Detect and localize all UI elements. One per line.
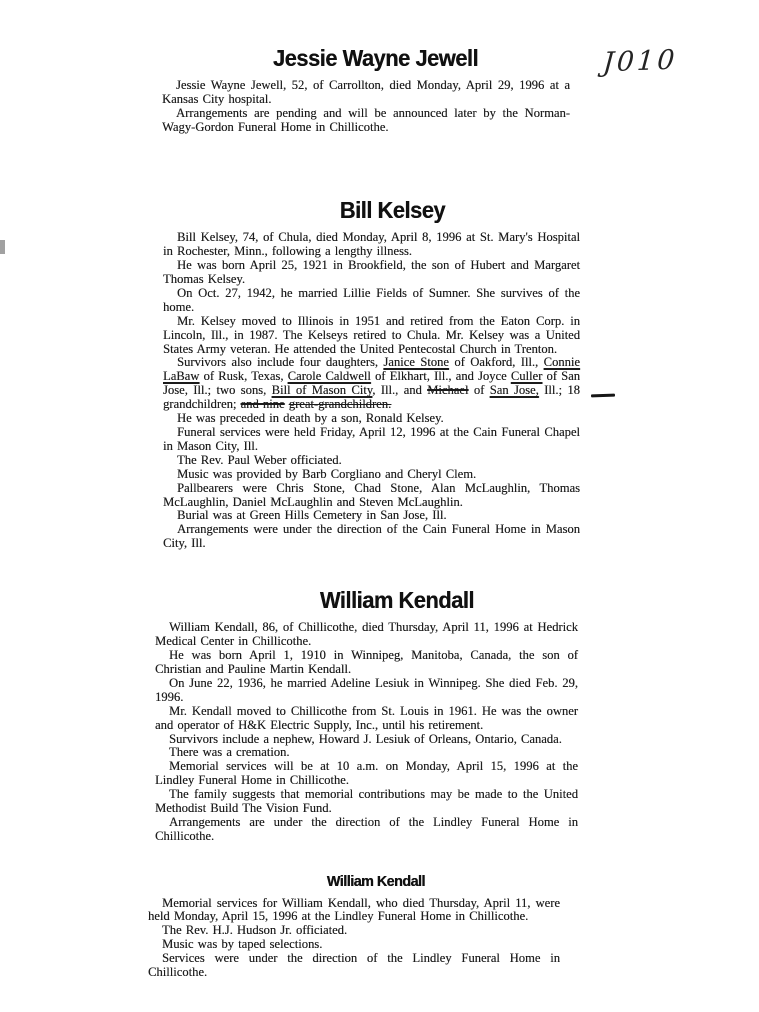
text-segment: Survivors include a nephew, Howard J. Lesiuk of Orleans, Ontario, Canada. bbox=[169, 731, 562, 746]
pen-underline-mark: Bill of Mason City bbox=[271, 383, 373, 398]
text-segment: Memorial services for William Kendall, who died Thursday, April 11, were held Monday, April 15, 1996 at the Lindley Funeral Home in Chillicothe. bbox=[148, 895, 560, 924]
text-segment: Mr. Kelsey moved to Illinois in 1951 and retired from the Eaton Corp. in Lincoln, Ill., in 1987. The Kelseys retired to Chula. Mr. Kelsey was a United States Army veteran. He attended the United Pentecostal Church in Trenton. bbox=[163, 313, 580, 356]
paragraph bbox=[162, 79, 570, 107]
paragraph bbox=[163, 356, 580, 412]
text-segment: , Ill., and bbox=[372, 383, 428, 398]
paragraph bbox=[155, 705, 578, 733]
text-segment: He was born April 25, 1921 in Brookfield, the son of Hubert and Margaret Thomas Kelsey. bbox=[163, 258, 580, 287]
obituary-body bbox=[162, 79, 570, 135]
obituary-section-bill-kelsey bbox=[163, 198, 580, 551]
text-segment: Bill Kelsey, 74, of Chula, died Monday, April 8, 1996 at St. Mary's Hospital in Rochester, Minn., following a lengthy illness. bbox=[163, 230, 580, 259]
paragraph bbox=[155, 760, 578, 788]
text-segment: Arrangements were under the direction of the Cain Funeral Home in Mason City, Ill. bbox=[163, 522, 580, 551]
paragraph bbox=[155, 733, 578, 747]
text-segment: of Oakford, Ill., bbox=[448, 355, 544, 370]
obituary-title: William Kendall bbox=[319, 587, 474, 613]
obituary-section-jessie-wayne-jewell bbox=[162, 46, 570, 135]
text-segment: Music was by taped selections. bbox=[162, 937, 323, 952]
pen-strike-mark: and nine bbox=[240, 397, 285, 412]
pen-underline-mark: Connie LaBaw bbox=[163, 355, 580, 384]
pen-underline-mark: Culler bbox=[510, 369, 543, 384]
paragraph bbox=[155, 816, 578, 844]
pen-underline-mark: San Jose, bbox=[489, 383, 539, 398]
scan-edge-artifact bbox=[0, 240, 5, 254]
obituary-title: Bill Kelsey bbox=[339, 197, 446, 223]
paragraph bbox=[148, 938, 560, 952]
text-segment: Jessie Wayne Jewell, 52, of Carrollton, died Monday, April 29, 1996 at a Kansas City hospital. bbox=[162, 78, 570, 107]
text-segment: Burial was at Green Hills Cemetery in San Jose, Ill. bbox=[177, 508, 447, 523]
pen-underline-mark: Janice Stone bbox=[383, 355, 449, 370]
paragraph bbox=[148, 952, 560, 980]
paragraph bbox=[148, 924, 560, 938]
obituary-body bbox=[155, 621, 578, 844]
paragraph bbox=[163, 315, 580, 357]
text-segment: of Elkhart, Ill., and Joyce bbox=[370, 369, 511, 384]
paragraph bbox=[162, 107, 570, 135]
paragraph bbox=[163, 426, 580, 454]
text-segment: On Oct. 27, 1942, he married Lillie Fields of Sumner. She survives of the home. bbox=[163, 285, 580, 314]
pen-dash-mark bbox=[591, 394, 615, 397]
text-segment: The Rev. Paul Weber officiated. bbox=[177, 452, 342, 467]
paragraph bbox=[163, 523, 580, 551]
text-segment: There was a cremation. bbox=[169, 745, 290, 760]
paragraph bbox=[163, 468, 580, 482]
text-segment: He was born April 1, 1910 in Winnipeg, Manitoba, Canada, the son of Christian and Pauline Martin Kendall. bbox=[155, 648, 578, 677]
paragraph bbox=[155, 649, 578, 677]
text-segment: The Rev. H.J. Hudson Jr. officiated. bbox=[162, 923, 348, 938]
paragraph bbox=[163, 454, 580, 468]
obituary-body bbox=[163, 231, 580, 551]
paragraph bbox=[155, 677, 578, 705]
text-segment: of San Jose, Ill.; two sons, bbox=[163, 369, 581, 398]
paragraph bbox=[163, 259, 580, 287]
obituary-section-william-kendall-memorial bbox=[148, 874, 560, 980]
text-segment: Music was provided by Barb Corgliano and Cheryl Clem. bbox=[177, 466, 477, 481]
text-segment: William Kendall, 86, of Chillicothe, died Thursday, April 11, 1996 at Hedrick Medical Center in Chillicothe. bbox=[155, 620, 578, 649]
obituary-section-william-kendall bbox=[155, 588, 578, 844]
paragraph bbox=[163, 482, 580, 510]
text-segment: of Rusk, Texas, bbox=[199, 369, 288, 384]
paragraph bbox=[155, 746, 578, 760]
text-segment: Survivors also include four daughters, bbox=[177, 355, 384, 370]
obituary-title: William Kendall bbox=[326, 873, 425, 890]
pen-strike-light-mark: great-grandchildren. bbox=[288, 397, 392, 412]
text-segment: Ill.; 18 grandchildren; bbox=[163, 383, 580, 412]
paragraph bbox=[148, 897, 560, 925]
paragraph bbox=[163, 509, 580, 523]
text-segment: He was preceded in death by a son, Ronald Kelsey. bbox=[177, 411, 444, 426]
paragraph bbox=[155, 621, 578, 649]
paragraph bbox=[163, 412, 580, 426]
paragraph bbox=[163, 231, 580, 259]
text-segment: Arrangements are under the direction of the Lindley Funeral Home in Chillicothe. bbox=[155, 814, 578, 843]
text-segment: Memorial services will be at 10 a.m. on Monday, April 15, 1996 at the Lindley Funeral Home in Chillicothe. bbox=[155, 759, 578, 788]
paragraph bbox=[163, 287, 580, 315]
paragraph bbox=[155, 788, 578, 816]
pen-underline-mark: Carole Caldwell bbox=[287, 369, 371, 384]
text-segment: of bbox=[468, 383, 490, 398]
handwritten-annotation: J010 bbox=[601, 44, 679, 79]
text-segment: The family suggests that memorial contributions may be made to the United Methodist Build The Vision Fund. bbox=[155, 787, 578, 816]
text-segment: On June 22, 1936, he married Adeline Lesiuk in Winnipeg. She died Feb. 29, 1996. bbox=[155, 675, 578, 704]
text-segment: Arrangements are pending and will be announced later by the Norman-Wagy-Gordon Funeral Home in Chillicothe. bbox=[162, 106, 570, 135]
text-segment: Mr. Kendall moved to Chillicothe from St. Louis in 1961. He was the owner and operator of H&K Electric Supply, Inc., until his retirement. bbox=[155, 703, 578, 732]
obituary-body bbox=[148, 897, 560, 980]
text-segment: Services were under the direction of the Lindley Funeral Home in Chillicothe. bbox=[148, 951, 560, 980]
text-segment: Funeral services were held Friday, April 12, 1996 at the Cain Funeral Chapel in Mason City, Ill. bbox=[163, 424, 580, 453]
obituary-title: Jessie Wayne Jewell bbox=[272, 45, 479, 71]
pen-strike-mark: Michael bbox=[427, 383, 469, 398]
text-segment: Pallbearers were Chris Stone, Chad Stone, Alan McLaughlin, Thomas McLaughlin, Daniel McLaughlin and Steven McLaughlin. bbox=[163, 480, 580, 509]
